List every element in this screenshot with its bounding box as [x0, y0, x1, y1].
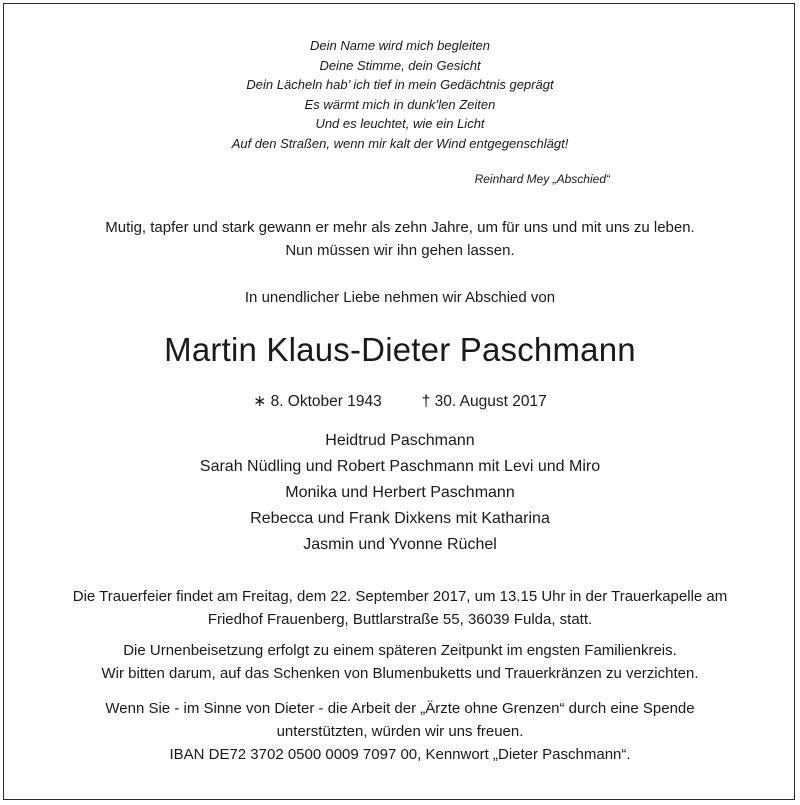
burial-info — [0, 639, 800, 685]
mourner-line: Jasmin und Yvonne Rüchel — [303, 536, 497, 553]
mourner-line: Sarah Nüdling und Robert Paschmann mit Levi und Miro — [199, 458, 601, 475]
burial-line: Wir bitten darum, auf das Schenken von Blumenbuketts und Trauerkränzen zu verzichten. — [101, 665, 699, 682]
poem-author: Reinhard Mey „Abschied“ — [474, 172, 610, 186]
poem-line: Dein Lächeln hab’ ich tief in mein Gedächtnis geprägt — [246, 77, 554, 93]
ceremony-line: Die Trauerfeier findet am Freitag, dem 22. September 2017, um 13.15 Uhr in der Trauerkapelle am — [72, 588, 728, 605]
poem-line: Dein Name wird mich begleiten — [310, 38, 490, 53]
intro-text — [0, 216, 800, 262]
donation-info — [0, 697, 800, 766]
ceremony-info — [0, 585, 800, 631]
burial-line: Die Urnenbeisetzung erfolgt zu einem späteren Zeitpunkt im engsten Familienkreis. — [123, 642, 677, 659]
mourners-list — [0, 428, 800, 558]
intro-line: Mutig, tapfer und stark gewann er mehr als zehn Jahre, um für uns und mit uns zu leben. — [105, 219, 695, 236]
donation-line: IBAN DE72 3702 0500 0009 7097 00, Kennwort „Dieter Paschmann“. — [169, 746, 631, 763]
donation-line: Wenn Sie - im Sinne von Dieter - die Arbeit der „Ärzte ohne Grenzen“ durch eine Spende — [105, 700, 695, 717]
farewell-line: In unendlicher Liebe nehmen wir Abschied von — [244, 289, 556, 306]
poem-line: Auf den Straßen, wenn mir kalt der Wind entgegenschlägt! — [231, 135, 569, 151]
life-dates — [0, 391, 800, 413]
ceremony-line: Friedhof Frauenberg, Buttlarstraße 55, 36039 Fulda, statt. — [207, 611, 593, 628]
poem-line: Und es leuchtet, wie ein Licht — [315, 116, 485, 132]
birth-date: ∗ 8. Oktober 1943 — [253, 393, 382, 410]
mourner-line: Monika und Herbert Paschmann — [285, 484, 515, 501]
donation-line: unterstützten, würden wir uns freuen. — [276, 723, 524, 740]
intro-line: Nun müssen wir ihn gehen lassen. — [285, 242, 515, 259]
mourner-line: Rebecca und Frank Dixkens mit Katharina — [250, 510, 550, 527]
poem-line: Deine Stimme, dein Gesicht — [319, 57, 481, 73]
death-date: † 30. August 2017 — [421, 393, 547, 410]
mourner-line: Heidtrud Paschmann — [325, 432, 475, 449]
poem — [0, 36, 800, 154]
poem-line: Es wärmt mich in dunk’len Zeiten — [304, 96, 496, 112]
deceased-name: Martin Klaus-Dieter Paschmann — [164, 331, 636, 368]
